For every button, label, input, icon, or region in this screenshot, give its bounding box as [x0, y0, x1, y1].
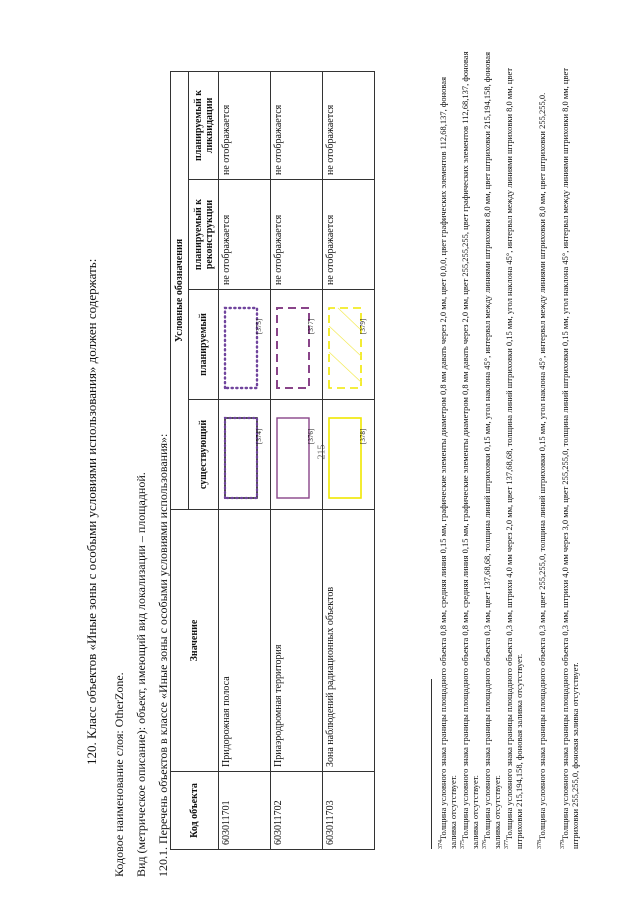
- ref-label: [376]: [307, 429, 315, 445]
- footnote: [436, 49, 459, 849]
- row-meaning: Приаэродромная территория: [271, 510, 323, 772]
- footnote: [480, 49, 503, 849]
- symbol-existing: [323, 400, 375, 510]
- section-heading: 120. Класс объектов «Иные зоны с особыми условиями использования» должен содержать:: [84, 258, 99, 765]
- row-code: 603011701: [219, 772, 271, 850]
- row-code: 603011703: [323, 772, 375, 850]
- symbol-planned: [219, 290, 271, 400]
- cell-reconstruction: не отображается: [271, 180, 323, 290]
- ref-label: [375]: [255, 319, 263, 335]
- ref-label: [377]: [307, 319, 315, 335]
- page-number: 215: [316, 444, 328, 460]
- footnote-text: Толщина условного знака границы площадного объекта 0,3 мм, цвет 137,68,68, толщина линий штриховки 0,15 мм, угол наклона 45°, интервал между линиями штриховки 8,0 мм, цвет штриховки 215,194,158, фоновая заливка отсутствует.: [481, 52, 503, 849]
- footnote-separator: [431, 679, 432, 849]
- footnote-text: Толщина условного знака границы площадного объекта 0,3 мм, цвет 255,255,0, толщина линий штриховки 0,15 мм, угол наклона 45°, интервал между линиями штриховки 8,0 мм, цвет штриховки 255,255,0.: [536, 92, 547, 840]
- footnote: [502, 49, 525, 849]
- ref-label: [374]: [255, 429, 263, 445]
- road-strip-planned-symbol: [221, 297, 265, 393]
- symbol-planned: [271, 290, 323, 400]
- footnote-number: 375: [460, 840, 466, 849]
- row-meaning: Зона наблюдений радиационных объектов: [323, 510, 375, 772]
- footnote: [535, 49, 547, 849]
- table-row: [219, 71, 271, 849]
- cell-reconstruction: не отображается: [323, 180, 375, 290]
- ref-label: [379]: [359, 319, 367, 335]
- ref-label: [378]: [359, 429, 367, 445]
- footnote-number: 377: [504, 840, 510, 849]
- row-code: 603011702: [271, 772, 323, 850]
- table-row: [271, 71, 323, 849]
- footnote-number: 379: [560, 840, 566, 849]
- header-planned-liquidation: планируемый к ликвидации: [189, 71, 219, 179]
- cell-liquidation: не отображается: [219, 71, 271, 179]
- objects-table: [170, 71, 375, 850]
- footnote-number: 378: [537, 840, 543, 849]
- airfield-existing-symbol: [273, 407, 317, 503]
- code-name-line: Кодовое наименование слоя: OtherZone.: [112, 672, 126, 877]
- radiation-planned-symbol: [325, 297, 369, 393]
- symbol-planned: [323, 290, 375, 400]
- footnote-text: Толщина условного знака границы площадного объекта 0,3 мм, штрихи 4,0 мм через 2,0 мм, цвет 137,68,68, толщина линий штриховки 0,15 мм, угол наклона 45°, интервал между линиями штриховки 8,0 мм, цвет штриховки 215,194,158, фоновая заливка отсутствует.: [503, 68, 525, 849]
- footnote: [458, 49, 481, 849]
- airfield-planned-symbol: [273, 297, 317, 393]
- footnote-text: Толщина условного знака границы площадного объекта 0,3 мм, штрихи 4,0 мм через 3,0 мм, цвет 255,255,0, толщина линий штриховки 0,15 мм, угол наклона 45°, интервал между линиями штриховки 8,0 мм, цвет штриховки 255,255,0, фоновая заливка отсутствует.: [559, 68, 581, 849]
- header-code: Код объекта: [171, 772, 219, 850]
- cell-liquidation: не отображается: [323, 71, 375, 179]
- header-planned: планируемый: [189, 290, 219, 400]
- symbol-existing: [271, 400, 323, 510]
- header-existing: существующий: [189, 400, 219, 510]
- header-meaning: Значение: [171, 510, 219, 772]
- footnote-number: 376: [482, 840, 488, 849]
- table-row: [323, 71, 375, 849]
- footnote-text: Толщина условного знака границы площадного объекта 0,8 мм, средняя линия 0,15 мм, графические элементы диаметром 0,8 мм давать через 2,0 мм, цвет 255,255,255, цвет графических элементов 112,68,137, фоновая заливка отсутствует.: [459, 51, 481, 849]
- radiation-existing-symbol: [325, 407, 369, 503]
- header-planned-reconstruction: планируемый к реконструкции: [189, 180, 219, 290]
- cell-liquidation: не отображается: [271, 71, 323, 179]
- footnote-text: Толщина условного знака границы площадного объекта 0,8 мм, средняя линия 0,15 мм, графические элементы диаметром 0,8 мм давать через 2,0 мм, цвет 0,0,0, цвет графических элементов 112,68,137, фоновая заливка отсутствует.: [437, 77, 459, 849]
- geometry-line: Вид (метрическое описание): объект, имеющий вид локализации – площадной.: [134, 472, 148, 877]
- road-strip-existing-symbol: [221, 407, 265, 503]
- footnote: [558, 49, 581, 849]
- row-meaning: Придорожная полоса: [219, 510, 271, 772]
- footnote-number: 374: [438, 840, 444, 849]
- symbol-existing: [219, 400, 271, 510]
- header-symbols: Условные обозначения: [171, 71, 189, 509]
- cell-reconstruction: не отображается: [219, 180, 271, 290]
- list-title: 120.1. Перечень объектов в классе «Иные зоны с особыми условиями использования»:: [156, 433, 170, 877]
